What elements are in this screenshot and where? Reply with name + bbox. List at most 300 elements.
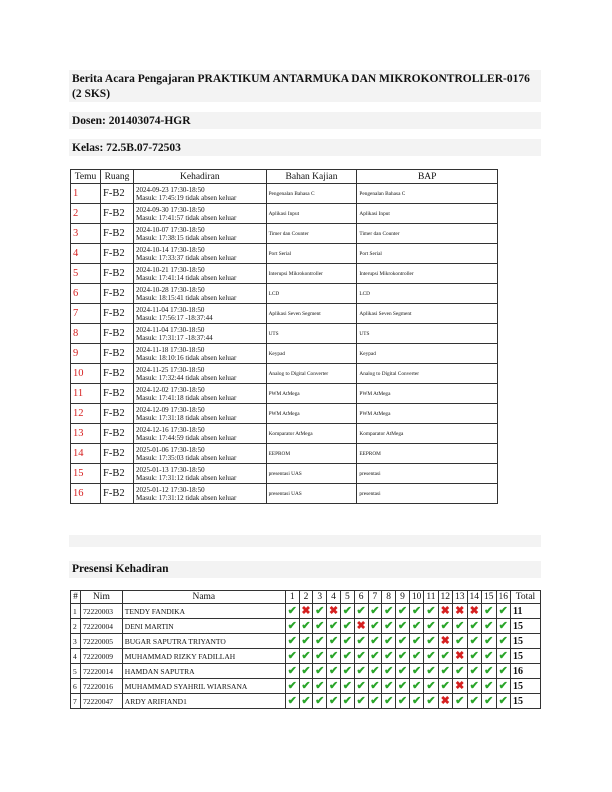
kehadiran-masuk: Masuk: 17:38:15 tidak absen keluar — [135, 233, 237, 242]
kelas-block — [69, 139, 541, 156]
room-cell: F-B2 — [100, 224, 133, 244]
check-icon: ✔ — [397, 605, 408, 617]
attendance-cell-10 — [409, 649, 424, 664]
attendance-cell-1 — [285, 679, 299, 694]
meeting-number: 8 — [71, 324, 101, 344]
kehadiran-masuk: Masuk: 17:56:17 -18:37:44 — [135, 313, 213, 322]
room-cell: F-B2 — [100, 304, 133, 324]
header-meeting-15: 15 — [482, 591, 497, 604]
dosen-label: Dosen: 201403074-HGR — [72, 115, 191, 127]
attendance-cell-8 — [382, 694, 396, 709]
attendance-cell-11 — [424, 604, 438, 619]
attendance-cell-1 — [285, 649, 299, 664]
bahan-kajian-cell: Analog to Digital Converter — [266, 364, 357, 384]
kehadiran-cell — [133, 304, 266, 324]
check-icon: ✔ — [411, 695, 422, 707]
attendance-cell-13 — [453, 694, 468, 709]
attendance-cell-3 — [313, 694, 327, 709]
kehadiran-date: 2024-09-23 17:30-18:50 — [135, 185, 205, 194]
check-icon: ✔ — [397, 680, 408, 692]
bahan-kajian-cell: Komparator AtMega — [266, 424, 357, 444]
bap-cell: Port Serial — [357, 244, 498, 264]
header-meeting-4: 4 — [327, 591, 341, 604]
header-total: Total — [511, 591, 541, 604]
bap-cell: PWM AtMega — [357, 404, 498, 424]
nama-cell: BUGAR SAPUTRA TRIYANTO — [122, 634, 285, 649]
bap-cell: Timer dan Counter — [357, 224, 498, 244]
bahan-kajian-cell: Port Serial — [266, 244, 357, 264]
kehadiran-date: 2024-10-21 17:30-18:50 — [135, 265, 205, 274]
attendance-cell-4 — [327, 604, 341, 619]
meeting-number: 2 — [71, 204, 101, 224]
attendance-cell-7 — [368, 619, 382, 634]
room-cell: F-B2 — [100, 404, 133, 424]
kehadiran-date: 2024-12-02 17:30-18:50 — [135, 385, 205, 394]
attendance-cell-14 — [467, 694, 482, 709]
schedule-row — [71, 324, 498, 344]
attendance-cell-15 — [482, 664, 497, 679]
attendance-cell-4 — [327, 619, 341, 634]
check-icon: ✔ — [469, 665, 479, 677]
schedule-row — [71, 244, 498, 264]
check-icon: ✔ — [384, 695, 394, 707]
check-icon: ✔ — [469, 635, 479, 647]
header-meeting-2: 2 — [299, 591, 313, 604]
bap-cell: Pengenalan Bahasa C — [357, 184, 498, 204]
attendance-cell-9 — [396, 649, 410, 664]
bahan-kajian-cell: PWM AtMega — [266, 404, 357, 424]
bahan-kajian-cell: presentasi UAS — [266, 484, 357, 504]
bap-cell: Interupsi Mikrokontroller — [357, 264, 498, 284]
check-icon: ✔ — [370, 680, 380, 692]
attendance-cell-13 — [453, 604, 468, 619]
presensi-row — [71, 634, 541, 649]
nama-cell: DENI MARTIN — [122, 619, 285, 634]
check-icon: ✔ — [484, 665, 494, 677]
check-icon: ✔ — [469, 695, 479, 707]
header-nim: Nim — [80, 591, 122, 604]
check-icon: ✔ — [397, 695, 408, 707]
attendance-cell-4 — [327, 664, 341, 679]
meeting-number: 15 — [71, 464, 101, 484]
total-cell: 15 — [511, 634, 541, 649]
check-icon: ✔ — [356, 650, 366, 662]
attendance-cell-16 — [496, 619, 511, 634]
attendance-cell-3 — [313, 634, 327, 649]
bahan-kajian-cell: EEPROM — [266, 444, 357, 464]
attendance-cell-10 — [409, 604, 424, 619]
kehadiran-cell — [133, 224, 266, 244]
check-icon: ✔ — [384, 665, 394, 677]
header-meeting-11: 11 — [424, 591, 438, 604]
bap-cell: Keypad — [357, 344, 498, 364]
kehadiran-date: 2024-12-16 17:30-18:50 — [135, 425, 205, 434]
bap-cell: Aplikasi Seven Segment — [357, 304, 498, 324]
nim-cell: 72220014 — [80, 664, 122, 679]
attendance-cell-1 — [285, 634, 299, 649]
check-icon: ✔ — [370, 665, 380, 677]
attendance-cell-16 — [496, 694, 511, 709]
kehadiran-masuk: Masuk: 17:31:12 tidak absen keluar — [135, 473, 237, 482]
bap-cell: PWM AtMega — [357, 384, 498, 404]
nama-cell: ARDY ARIFIAND1 — [122, 694, 285, 709]
check-icon: ✔ — [342, 680, 352, 692]
check-icon: ✔ — [370, 650, 380, 662]
kehadiran-masuk: Masuk: 17:35:03 tidak absen keluar — [135, 453, 237, 462]
cross-icon: ✖ — [455, 650, 465, 662]
room-cell: F-B2 — [100, 344, 133, 364]
check-icon: ✔ — [342, 635, 352, 647]
header-temu: Temu — [71, 170, 101, 184]
presensi-header-row — [71, 591, 541, 604]
header-meeting-7: 7 — [368, 591, 382, 604]
header-meeting-16: 16 — [496, 591, 511, 604]
check-icon: ✔ — [498, 680, 508, 692]
meeting-number: 9 — [71, 344, 101, 364]
attendance-cell-11 — [424, 619, 438, 634]
attendance-cell-10 — [409, 694, 424, 709]
bap-cell: LCD — [357, 284, 498, 304]
attendance-cell-7 — [368, 664, 382, 679]
check-icon: ✔ — [315, 605, 325, 617]
check-icon: ✔ — [498, 695, 508, 707]
nim-cell: 72220047 — [80, 694, 122, 709]
attendance-cell-5 — [340, 634, 354, 649]
check-icon: ✔ — [287, 680, 297, 692]
room-cell: F-B2 — [100, 244, 133, 264]
check-icon: ✔ — [484, 620, 494, 632]
attendance-cell-5 — [340, 679, 354, 694]
check-icon: ✔ — [397, 650, 408, 662]
attendance-cell-1 — [285, 694, 299, 709]
bahan-kajian-cell: Timer dan Counter — [266, 224, 357, 244]
room-cell: F-B2 — [100, 464, 133, 484]
kehadiran-masuk: Masuk: 17:45:19 tidak absen keluar — [135, 193, 237, 202]
schedule-row — [71, 224, 498, 244]
meeting-number: 4 — [71, 244, 101, 264]
room-cell: F-B2 — [100, 484, 133, 504]
kehadiran-cell — [133, 244, 266, 264]
attendance-cell-3 — [313, 604, 327, 619]
check-icon: ✔ — [315, 665, 325, 677]
meeting-number: 1 — [71, 184, 101, 204]
room-cell: F-B2 — [100, 284, 133, 304]
attendance-cell-9 — [396, 619, 410, 634]
kehadiran-masuk: Masuk: 17:32:44 tidak absen keluar — [135, 373, 237, 382]
attendance-cell-16 — [496, 604, 511, 619]
check-icon: ✔ — [455, 635, 465, 647]
row-number: 2 — [71, 619, 81, 634]
attendance-cell-9 — [396, 604, 410, 619]
nama-cell: HAMDAN SAPUTRA — [122, 664, 285, 679]
schedule-row — [71, 184, 498, 204]
check-icon: ✔ — [328, 695, 339, 707]
kehadiran-date: 2025-01-12 17:30-18:50 — [135, 485, 205, 494]
schedule-row — [71, 284, 498, 304]
cross-icon: ✖ — [356, 620, 366, 632]
check-icon: ✔ — [455, 665, 465, 677]
schedule-row — [71, 304, 498, 324]
meeting-number: 11 — [71, 384, 101, 404]
check-icon: ✔ — [315, 650, 325, 662]
attendance-cell-4 — [327, 634, 341, 649]
meeting-number: 6 — [71, 284, 101, 304]
attendance-cell-12 — [438, 634, 453, 649]
cross-icon: ✖ — [328, 605, 339, 617]
check-icon: ✔ — [356, 680, 366, 692]
schedule-row — [71, 444, 498, 464]
attendance-cell-2 — [299, 604, 313, 619]
check-icon: ✔ — [411, 680, 422, 692]
bahan-kajian-cell: UTS — [266, 324, 357, 344]
attendance-cell-1 — [285, 664, 299, 679]
kehadiran-cell — [133, 404, 266, 424]
cross-icon: ✖ — [455, 680, 465, 692]
check-icon: ✔ — [484, 695, 494, 707]
check-icon: ✔ — [342, 665, 352, 677]
schedule-row — [71, 484, 498, 504]
kehadiran-cell — [133, 444, 266, 464]
meeting-number: 5 — [71, 264, 101, 284]
header-meeting-8: 8 — [382, 591, 396, 604]
check-icon: ✔ — [384, 635, 394, 647]
attendance-cell-2 — [299, 619, 313, 634]
kehadiran-date: 2025-01-13 17:30-18:50 — [135, 465, 205, 474]
attendance-cell-6 — [354, 649, 368, 664]
check-icon: ✔ — [384, 605, 394, 617]
attendance-cell-5 — [340, 619, 354, 634]
check-icon: ✔ — [384, 620, 394, 632]
check-icon: ✔ — [356, 635, 366, 647]
attendance-cell-12 — [438, 664, 453, 679]
presensi-row — [71, 649, 541, 664]
check-icon: ✔ — [301, 665, 311, 677]
attendance-cell-6 — [354, 664, 368, 679]
header-meeting-1: 1 — [285, 591, 299, 604]
check-icon: ✔ — [411, 635, 422, 647]
kehadiran-cell — [133, 284, 266, 304]
nim-cell: 72220005 — [80, 634, 122, 649]
cross-icon: ✖ — [455, 605, 465, 617]
nama-cell: MUHAMMAD RIZKY FADILLAH — [122, 649, 285, 664]
kehadiran-date: 2024-09-30 17:30-18:50 — [135, 205, 205, 214]
attendance-cell-6 — [354, 679, 368, 694]
schedule-header-row — [71, 170, 498, 184]
kehadiran-masuk: Masuk: 18:10:16 tidak absen keluar — [135, 353, 237, 362]
kehadiran-masuk: Masuk: 17:31:18 tidak absen keluar — [135, 413, 237, 422]
check-icon: ✔ — [328, 665, 339, 677]
kehadiran-masuk: Masuk: 17:31:12 tidak absen keluar — [135, 493, 237, 502]
attendance-cell-14 — [467, 604, 482, 619]
check-icon: ✔ — [315, 680, 325, 692]
check-icon: ✔ — [370, 635, 380, 647]
total-cell: 11 — [511, 604, 541, 619]
check-icon: ✔ — [411, 650, 422, 662]
attendance-cell-12 — [438, 619, 453, 634]
header-meeting-5: 5 — [340, 591, 354, 604]
nama-cell: TENDY FANDIKA — [122, 604, 285, 619]
attendance-cell-2 — [299, 664, 313, 679]
kehadiran-cell — [133, 204, 266, 224]
check-icon: ✔ — [426, 650, 436, 662]
header-meeting-10: 10 — [409, 591, 424, 604]
header-num: # — [71, 591, 81, 604]
attendance-cell-3 — [313, 664, 327, 679]
attendance-cell-8 — [382, 649, 396, 664]
presensi-row — [71, 694, 541, 709]
presensi-row — [71, 604, 541, 619]
attendance-cell-14 — [467, 619, 482, 634]
bap-cell: EEPROM — [357, 444, 498, 464]
row-number: 3 — [71, 634, 81, 649]
attendance-cell-9 — [396, 694, 410, 709]
header-meeting-9: 9 — [396, 591, 410, 604]
kehadiran-cell — [133, 184, 266, 204]
cross-icon: ✖ — [440, 635, 450, 647]
meeting-number: 7 — [71, 304, 101, 324]
check-icon: ✔ — [498, 650, 508, 662]
check-icon: ✔ — [370, 605, 380, 617]
header-nama: Nama — [122, 591, 285, 604]
attendance-cell-12 — [438, 649, 453, 664]
kehadiran-masuk: Masuk: 17:44:59 tidak absen keluar — [135, 433, 237, 442]
kelas-label: Kelas: 72.5B.07-72503 — [72, 142, 181, 154]
section-separator — [69, 535, 541, 547]
attendance-cell-16 — [496, 634, 511, 649]
attendance-cell-15 — [482, 619, 497, 634]
attendance-cell-7 — [368, 694, 382, 709]
title-block — [69, 70, 541, 102]
check-icon: ✔ — [301, 620, 311, 632]
bap-cell: Aplikasi Input — [357, 204, 498, 224]
row-number: 4 — [71, 649, 81, 664]
header-bahan-kajian: Bahan Kajian — [266, 170, 357, 184]
kehadiran-cell — [133, 424, 266, 444]
attendance-cell-16 — [496, 649, 511, 664]
attendance-cell-16 — [496, 679, 511, 694]
kehadiran-masuk: Masuk: 17:41:18 tidak absen keluar — [135, 393, 237, 402]
attendance-cell-11 — [424, 634, 438, 649]
kehadiran-masuk: Masuk: 18:15:41 tidak absen keluar — [135, 293, 237, 302]
room-cell: F-B2 — [100, 264, 133, 284]
room-cell: F-B2 — [100, 184, 133, 204]
attendance-cell-9 — [396, 634, 410, 649]
bap-cell: presentasi — [357, 484, 498, 504]
kehadiran-cell — [133, 344, 266, 364]
attendance-cell-9 — [396, 679, 410, 694]
schedule-row — [71, 464, 498, 484]
check-icon: ✔ — [455, 620, 465, 632]
schedule-table — [70, 169, 498, 504]
attendance-cell-4 — [327, 649, 341, 664]
check-icon: ✔ — [287, 620, 297, 632]
check-icon: ✔ — [397, 665, 408, 677]
attendance-cell-14 — [467, 664, 482, 679]
row-number: 5 — [71, 664, 81, 679]
check-icon: ✔ — [301, 650, 311, 662]
attendance-cell-13 — [453, 664, 468, 679]
bahan-kajian-cell: LCD — [266, 284, 357, 304]
check-icon: ✔ — [426, 635, 436, 647]
cross-icon: ✖ — [301, 605, 311, 617]
dosen-block — [69, 112, 541, 129]
kehadiran-cell — [133, 364, 266, 384]
cross-icon: ✖ — [440, 605, 450, 617]
attendance-cell-12 — [438, 679, 453, 694]
check-icon: ✔ — [342, 650, 352, 662]
kehadiran-masuk: Masuk: 17:31:17 -18:37:44 — [135, 333, 213, 342]
check-icon: ✔ — [342, 620, 352, 632]
check-icon: ✔ — [370, 620, 380, 632]
schedule-row — [71, 424, 498, 444]
total-cell: 15 — [511, 679, 541, 694]
attendance-cell-5 — [340, 694, 354, 709]
attendance-cell-16 — [496, 664, 511, 679]
total-cell: 15 — [511, 694, 541, 709]
header-bap: BAP — [357, 170, 498, 184]
check-icon: ✔ — [342, 695, 352, 707]
check-icon: ✔ — [315, 695, 325, 707]
attendance-cell-8 — [382, 634, 396, 649]
check-icon: ✔ — [287, 695, 297, 707]
check-icon: ✔ — [315, 620, 325, 632]
kehadiran-cell — [133, 464, 266, 484]
check-icon: ✔ — [287, 605, 297, 617]
attendance-cell-13 — [453, 619, 468, 634]
check-icon: ✔ — [498, 665, 508, 677]
attendance-cell-15 — [482, 604, 497, 619]
kehadiran-date: 2024-11-18 17:30-18:50 — [135, 345, 205, 354]
check-icon: ✔ — [370, 695, 380, 707]
check-icon: ✔ — [411, 605, 422, 617]
bap-cell: presentasi — [357, 464, 498, 484]
attendance-cell-2 — [299, 634, 313, 649]
check-icon: ✔ — [397, 635, 408, 647]
cross-icon: ✖ — [440, 695, 450, 707]
nama-cell: MUHAMMAD SYAHRIL WIARSANA — [122, 679, 285, 694]
attendance-cell-11 — [424, 649, 438, 664]
check-icon: ✔ — [469, 650, 479, 662]
attendance-cell-6 — [354, 604, 368, 619]
schedule-row — [71, 384, 498, 404]
check-icon: ✔ — [328, 635, 339, 647]
attendance-cell-3 — [313, 619, 327, 634]
check-icon: ✔ — [440, 665, 450, 677]
kehadiran-date: 2024-10-28 17:30-18:50 — [135, 285, 205, 294]
attendance-cell-12 — [438, 694, 453, 709]
meeting-number: 16 — [71, 484, 101, 504]
meeting-number: 12 — [71, 404, 101, 424]
attendance-cell-12 — [438, 604, 453, 619]
total-cell: 15 — [511, 619, 541, 634]
attendance-cell-13 — [453, 679, 468, 694]
attendance-cell-8 — [382, 619, 396, 634]
attendance-cell-7 — [368, 634, 382, 649]
attendance-cell-7 — [368, 679, 382, 694]
check-icon: ✔ — [301, 635, 311, 647]
check-icon: ✔ — [426, 620, 436, 632]
check-icon: ✔ — [287, 635, 297, 647]
check-icon: ✔ — [440, 680, 450, 692]
attendance-cell-9 — [396, 664, 410, 679]
attendance-cell-8 — [382, 679, 396, 694]
schedule-row — [71, 344, 498, 364]
kehadiran-masuk: Masuk: 17:41:57 tidak absen keluar — [135, 213, 237, 222]
kehadiran-cell — [133, 384, 266, 404]
attendance-cell-1 — [285, 619, 299, 634]
attendance-cell-13 — [453, 634, 468, 649]
attendance-cell-8 — [382, 604, 396, 619]
